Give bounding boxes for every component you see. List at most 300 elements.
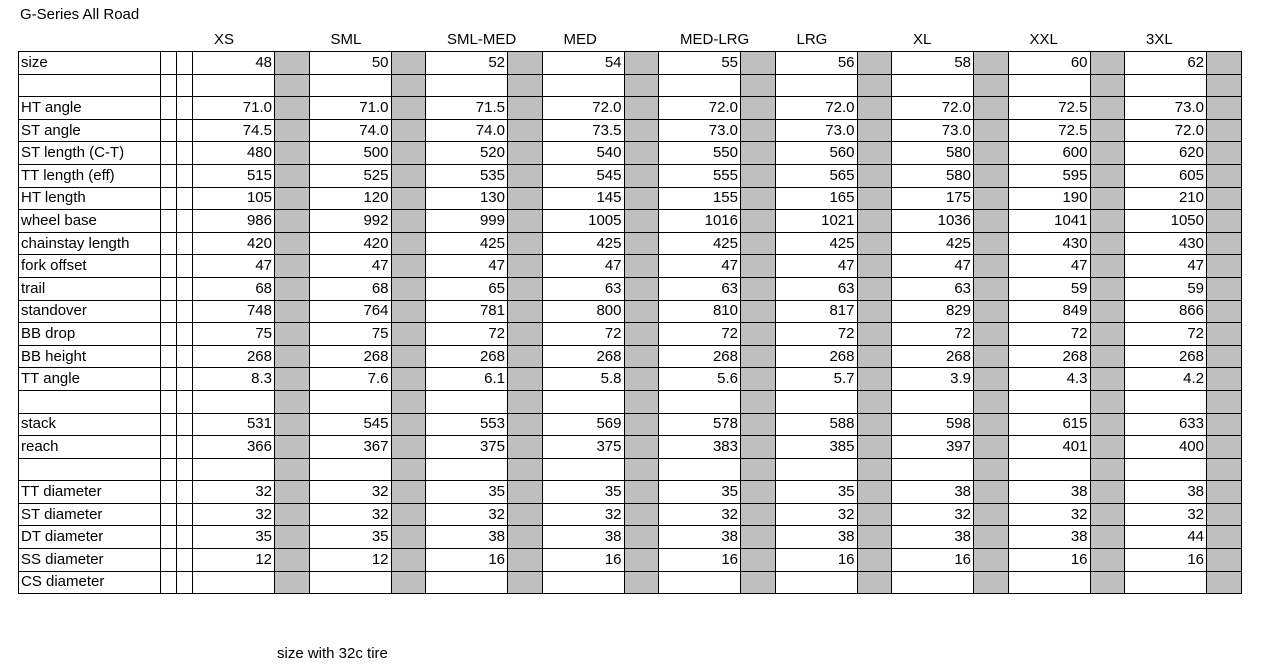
gray-separator-cell (1207, 503, 1242, 526)
gray-separator-cell (857, 413, 892, 436)
gray-separator-cell (275, 232, 310, 255)
gray-separator-cell (974, 413, 1009, 436)
gray-separator-cell (391, 323, 426, 346)
value-cell: 71.0 (193, 97, 275, 120)
gray-separator-cell (1207, 210, 1242, 233)
gray-separator-cell (275, 413, 310, 436)
gray-separator-cell (624, 277, 659, 300)
spacer-cell (177, 187, 193, 210)
value-cell: 74.0 (309, 119, 391, 142)
value-cell: 588 (775, 413, 857, 436)
gray-separator-cell (508, 187, 543, 210)
value-cell: 73.0 (775, 119, 857, 142)
value-cell: 633 (1125, 413, 1207, 436)
value-cell: 59 (1008, 277, 1090, 300)
value-cell: 58 (892, 52, 974, 75)
value-cell: 35 (193, 526, 275, 549)
gray-separator-cell (275, 210, 310, 233)
gray-separator-cell (974, 323, 1009, 346)
value-cell: 71.0 (309, 97, 391, 120)
value-cell: 268 (1008, 345, 1090, 368)
value-cell (1008, 458, 1090, 481)
value-cell: 63 (542, 277, 624, 300)
spacer-cell (177, 413, 193, 436)
value-cell: 268 (775, 345, 857, 368)
gray-separator-cell (391, 390, 426, 413)
gray-separator-cell (974, 368, 1009, 391)
gray-separator-cell (741, 300, 776, 323)
value-cell: 992 (309, 210, 391, 233)
size-header-sml-med: SML-MED (447, 31, 517, 48)
value-cell: 545 (309, 413, 391, 436)
value-cell: 68 (193, 277, 275, 300)
gray-separator-cell (275, 549, 310, 572)
value-cell: 32 (193, 481, 275, 504)
gray-separator-cell (974, 436, 1009, 459)
gray-separator-cell (391, 74, 426, 97)
spacer-cell (161, 232, 177, 255)
gray-separator-cell (741, 210, 776, 233)
gray-separator-cell (624, 119, 659, 142)
value-cell: 425 (426, 232, 508, 255)
row-label: SS diameter (19, 549, 161, 572)
gray-separator-cell (1207, 481, 1242, 504)
value-cell: 72.0 (892, 97, 974, 120)
value-cell: 5.6 (659, 368, 741, 391)
spacer-cell (177, 97, 193, 120)
gray-separator-cell (624, 571, 659, 594)
gray-separator-cell (624, 210, 659, 233)
gray-separator-cell (1090, 187, 1125, 210)
value-cell: 47 (309, 255, 391, 278)
value-cell: 520 (426, 142, 508, 165)
gray-separator-cell (741, 74, 776, 97)
row-label: wheel base (19, 210, 161, 233)
value-cell: 47 (775, 255, 857, 278)
value-cell (1008, 390, 1090, 413)
value-cell: 268 (309, 345, 391, 368)
gray-separator-cell (1207, 345, 1242, 368)
gray-separator-cell (275, 74, 310, 97)
gray-separator-cell (857, 436, 892, 459)
value-cell: 38 (1008, 526, 1090, 549)
gray-separator-cell (1207, 74, 1242, 97)
size-header-med: MED (563, 31, 597, 48)
value-cell: 400 (1125, 436, 1207, 459)
value-cell: 425 (775, 232, 857, 255)
value-cell: 72 (426, 323, 508, 346)
gray-separator-cell (974, 210, 1009, 233)
gray-separator-cell (1090, 74, 1125, 97)
value-cell: 385 (775, 436, 857, 459)
gray-separator-cell (1207, 142, 1242, 165)
gray-separator-cell (1207, 187, 1242, 210)
value-cell: 32 (1008, 503, 1090, 526)
value-cell: 56 (775, 52, 857, 75)
value-cell: 4.3 (1008, 368, 1090, 391)
value-cell (193, 74, 275, 97)
value-cell: 32 (542, 503, 624, 526)
table-row (19, 300, 1242, 323)
gray-separator-cell (857, 458, 892, 481)
gray-separator-cell (391, 142, 426, 165)
gray-separator-cell (741, 52, 776, 75)
gray-separator-cell (1207, 232, 1242, 255)
value-cell: 620 (1125, 142, 1207, 165)
value-cell: 540 (542, 142, 624, 165)
value-cell: 1016 (659, 210, 741, 233)
value-cell (309, 571, 391, 594)
spacer-cell (161, 164, 177, 187)
table-row (19, 345, 1242, 368)
row-label: TT angle (19, 368, 161, 391)
value-cell: 3.9 (892, 368, 974, 391)
value-cell: 425 (659, 232, 741, 255)
gray-separator-cell (857, 345, 892, 368)
value-cell: 62 (1125, 52, 1207, 75)
table-row (19, 164, 1242, 187)
value-cell: 63 (659, 277, 741, 300)
row-label: TT diameter (19, 481, 161, 504)
spacer-cell (177, 436, 193, 459)
value-cell: 553 (426, 413, 508, 436)
value-cell: 72 (1125, 323, 1207, 346)
spacer-cell (177, 74, 193, 97)
gray-separator-cell (1207, 323, 1242, 346)
spacer-cell (161, 458, 177, 481)
gray-separator-cell (275, 368, 310, 391)
value-cell: 999 (426, 210, 508, 233)
gray-separator-cell (508, 503, 543, 526)
gray-separator-cell (1207, 458, 1242, 481)
gray-separator-cell (1090, 413, 1125, 436)
spacer-cell (177, 232, 193, 255)
gray-separator-cell (624, 74, 659, 97)
table-row (19, 142, 1242, 165)
gray-separator-cell (624, 549, 659, 572)
value-cell: 420 (193, 232, 275, 255)
gray-separator-cell (1090, 458, 1125, 481)
value-cell: 65 (426, 277, 508, 300)
spacer-cell (177, 164, 193, 187)
gray-separator-cell (508, 458, 543, 481)
value-cell: 375 (542, 436, 624, 459)
value-cell: 605 (1125, 164, 1207, 187)
gray-separator-cell (1207, 97, 1242, 120)
spacer-cell (161, 210, 177, 233)
gray-separator-cell (624, 413, 659, 436)
value-cell: 35 (309, 526, 391, 549)
value-cell (892, 458, 974, 481)
value-cell: 75 (309, 323, 391, 346)
value-cell (775, 571, 857, 594)
gray-separator-cell (391, 210, 426, 233)
row-label: size (19, 52, 161, 75)
gray-separator-cell (391, 119, 426, 142)
value-cell: 63 (775, 277, 857, 300)
gray-separator-cell (391, 549, 426, 572)
gray-separator-cell (275, 526, 310, 549)
gray-separator-cell (391, 368, 426, 391)
value-cell: 578 (659, 413, 741, 436)
gray-separator-cell (857, 503, 892, 526)
gray-separator-cell (391, 436, 426, 459)
gray-separator-cell (1090, 345, 1125, 368)
value-cell: 595 (1008, 164, 1090, 187)
gray-separator-cell (508, 300, 543, 323)
gray-separator-cell (391, 413, 426, 436)
value-cell: 16 (426, 549, 508, 572)
value-cell (775, 74, 857, 97)
value-cell (892, 571, 974, 594)
spacer-cell (177, 52, 193, 75)
gray-separator-cell (974, 503, 1009, 526)
sheet-title: G-Series All Road (20, 6, 140, 23)
gray-separator-cell (391, 232, 426, 255)
value-cell: 105 (193, 187, 275, 210)
value-cell: 190 (1008, 187, 1090, 210)
spacer-cell (161, 277, 177, 300)
table-row (19, 458, 1242, 481)
gray-separator-cell (1090, 368, 1125, 391)
value-cell: 550 (659, 142, 741, 165)
value-cell: 38 (542, 526, 624, 549)
gray-separator-cell (974, 345, 1009, 368)
value-cell: 155 (659, 187, 741, 210)
spacer-cell (177, 571, 193, 594)
gray-separator-cell (508, 549, 543, 572)
value-cell: 12 (193, 549, 275, 572)
gray-separator-cell (275, 164, 310, 187)
value-cell: 32 (193, 503, 275, 526)
gray-separator-cell (1090, 436, 1125, 459)
gray-separator-cell (741, 390, 776, 413)
gray-separator-cell (741, 119, 776, 142)
value-cell: 5.7 (775, 368, 857, 391)
value-cell: 165 (775, 187, 857, 210)
value-cell: 63 (892, 277, 974, 300)
gray-separator-cell (391, 164, 426, 187)
gray-separator-cell (1090, 526, 1125, 549)
size-header-med-lrg: MED-LRG (680, 31, 750, 48)
value-cell (542, 571, 624, 594)
gray-separator-cell (508, 323, 543, 346)
gray-separator-cell (741, 481, 776, 504)
value-cell: 32 (1125, 503, 1207, 526)
value-cell: 16 (542, 549, 624, 572)
gray-separator-cell (508, 255, 543, 278)
value-cell (193, 390, 275, 413)
gray-separator-cell (1090, 323, 1125, 346)
gray-separator-cell (391, 97, 426, 120)
value-cell: 397 (892, 436, 974, 459)
gray-separator-cell (391, 255, 426, 278)
spacer-cell (161, 526, 177, 549)
value-cell: 52 (426, 52, 508, 75)
gray-separator-cell (1207, 413, 1242, 436)
gray-separator-cell (974, 97, 1009, 120)
value-cell: 420 (309, 232, 391, 255)
value-cell: 425 (542, 232, 624, 255)
gray-separator-cell (741, 142, 776, 165)
value-cell (892, 390, 974, 413)
gray-separator-cell (857, 390, 892, 413)
row-label: chainstay length (19, 232, 161, 255)
gray-separator-cell (1090, 142, 1125, 165)
size-header-3xl: 3XL (1146, 31, 1173, 48)
value-cell: 986 (193, 210, 275, 233)
value-cell: 764 (309, 300, 391, 323)
gray-separator-cell (857, 481, 892, 504)
gray-separator-cell (1090, 210, 1125, 233)
value-cell: 210 (1125, 187, 1207, 210)
value-cell: 47 (659, 255, 741, 278)
value-cell: 32 (309, 503, 391, 526)
value-cell (775, 390, 857, 413)
spacer-cell (161, 323, 177, 346)
gray-separator-cell (741, 277, 776, 300)
gray-separator-cell (1090, 549, 1125, 572)
value-cell: 545 (542, 164, 624, 187)
gray-separator-cell (1207, 119, 1242, 142)
value-cell (1125, 74, 1207, 97)
spacer-cell (177, 458, 193, 481)
gray-separator-cell (508, 526, 543, 549)
value-cell: 35 (426, 481, 508, 504)
value-cell: 829 (892, 300, 974, 323)
gray-separator-cell (1207, 277, 1242, 300)
value-cell: 72 (1008, 323, 1090, 346)
value-cell: 430 (1008, 232, 1090, 255)
value-cell: 425 (892, 232, 974, 255)
row-label (19, 74, 161, 97)
value-cell: 565 (775, 164, 857, 187)
gray-separator-cell (974, 142, 1009, 165)
value-cell (309, 390, 391, 413)
gray-separator-cell (1090, 300, 1125, 323)
value-cell: 60 (1008, 52, 1090, 75)
spacer-cell (177, 481, 193, 504)
gray-separator-cell (275, 436, 310, 459)
table-row (19, 210, 1242, 233)
spacer-cell (161, 300, 177, 323)
value-cell (193, 571, 275, 594)
gray-separator-cell (624, 345, 659, 368)
value-cell: 569 (542, 413, 624, 436)
gray-separator-cell (1090, 503, 1125, 526)
gray-separator-cell (857, 74, 892, 97)
gray-separator-cell (1207, 52, 1242, 75)
table-row (19, 323, 1242, 346)
value-cell: 598 (892, 413, 974, 436)
gray-separator-cell (275, 345, 310, 368)
value-cell: 580 (892, 142, 974, 165)
gray-separator-cell (1090, 571, 1125, 594)
value-cell: 72 (542, 323, 624, 346)
spacer-cell (161, 413, 177, 436)
value-cell: 47 (426, 255, 508, 278)
gray-separator-cell (857, 164, 892, 187)
value-cell: 47 (542, 255, 624, 278)
gray-separator-cell (391, 571, 426, 594)
gray-separator-cell (857, 142, 892, 165)
table-row (19, 503, 1242, 526)
value-cell: 800 (542, 300, 624, 323)
value-cell: 47 (892, 255, 974, 278)
value-cell: 38 (659, 526, 741, 549)
value-cell: 7.6 (309, 368, 391, 391)
gray-separator-cell (624, 52, 659, 75)
spacer-cell (177, 345, 193, 368)
spacer-cell (161, 345, 177, 368)
value-cell: 72.0 (1125, 119, 1207, 142)
gray-separator-cell (624, 164, 659, 187)
gray-separator-cell (1090, 164, 1125, 187)
value-cell: 59 (1125, 277, 1207, 300)
table-row (19, 413, 1242, 436)
gray-separator-cell (624, 323, 659, 346)
row-label: HT length (19, 187, 161, 210)
gray-separator-cell (624, 187, 659, 210)
row-label: stack (19, 413, 161, 436)
value-cell: 375 (426, 436, 508, 459)
spacer-cell (177, 323, 193, 346)
value-cell: 555 (659, 164, 741, 187)
table-row (19, 526, 1242, 549)
value-cell: 74.5 (193, 119, 275, 142)
value-cell: 866 (1125, 300, 1207, 323)
gray-separator-cell (275, 323, 310, 346)
table-row (19, 52, 1242, 75)
gray-separator-cell (275, 187, 310, 210)
value-cell: 1041 (1008, 210, 1090, 233)
gray-separator-cell (741, 549, 776, 572)
value-cell: 268 (193, 345, 275, 368)
size-header-xs: XS (214, 31, 235, 48)
gray-separator-cell (974, 458, 1009, 481)
gray-separator-cell (508, 368, 543, 391)
gray-separator-cell (1207, 300, 1242, 323)
gray-separator-cell (624, 503, 659, 526)
gray-separator-cell (624, 390, 659, 413)
value-cell: 32 (775, 503, 857, 526)
gray-separator-cell (741, 232, 776, 255)
table-row (19, 74, 1242, 97)
gray-separator-cell (741, 458, 776, 481)
gray-separator-cell (508, 52, 543, 75)
value-cell: 268 (892, 345, 974, 368)
size-header-row (0, 30, 1261, 50)
spacer-cell (161, 368, 177, 391)
gray-separator-cell (391, 187, 426, 210)
gray-separator-cell (1207, 255, 1242, 278)
size-header-lrg: LRG (796, 31, 828, 48)
gray-separator-cell (508, 97, 543, 120)
gray-separator-cell (1090, 277, 1125, 300)
row-label: standover (19, 300, 161, 323)
gray-separator-cell (391, 300, 426, 323)
row-label: BB height (19, 345, 161, 368)
value-cell: 5.8 (542, 368, 624, 391)
table-row (19, 368, 1242, 391)
value-cell: 130 (426, 187, 508, 210)
spacer-cell (161, 436, 177, 459)
gray-separator-cell (741, 571, 776, 594)
gray-separator-cell (391, 526, 426, 549)
gray-separator-cell (624, 97, 659, 120)
gray-separator-cell (974, 164, 1009, 187)
gray-separator-cell (508, 413, 543, 436)
